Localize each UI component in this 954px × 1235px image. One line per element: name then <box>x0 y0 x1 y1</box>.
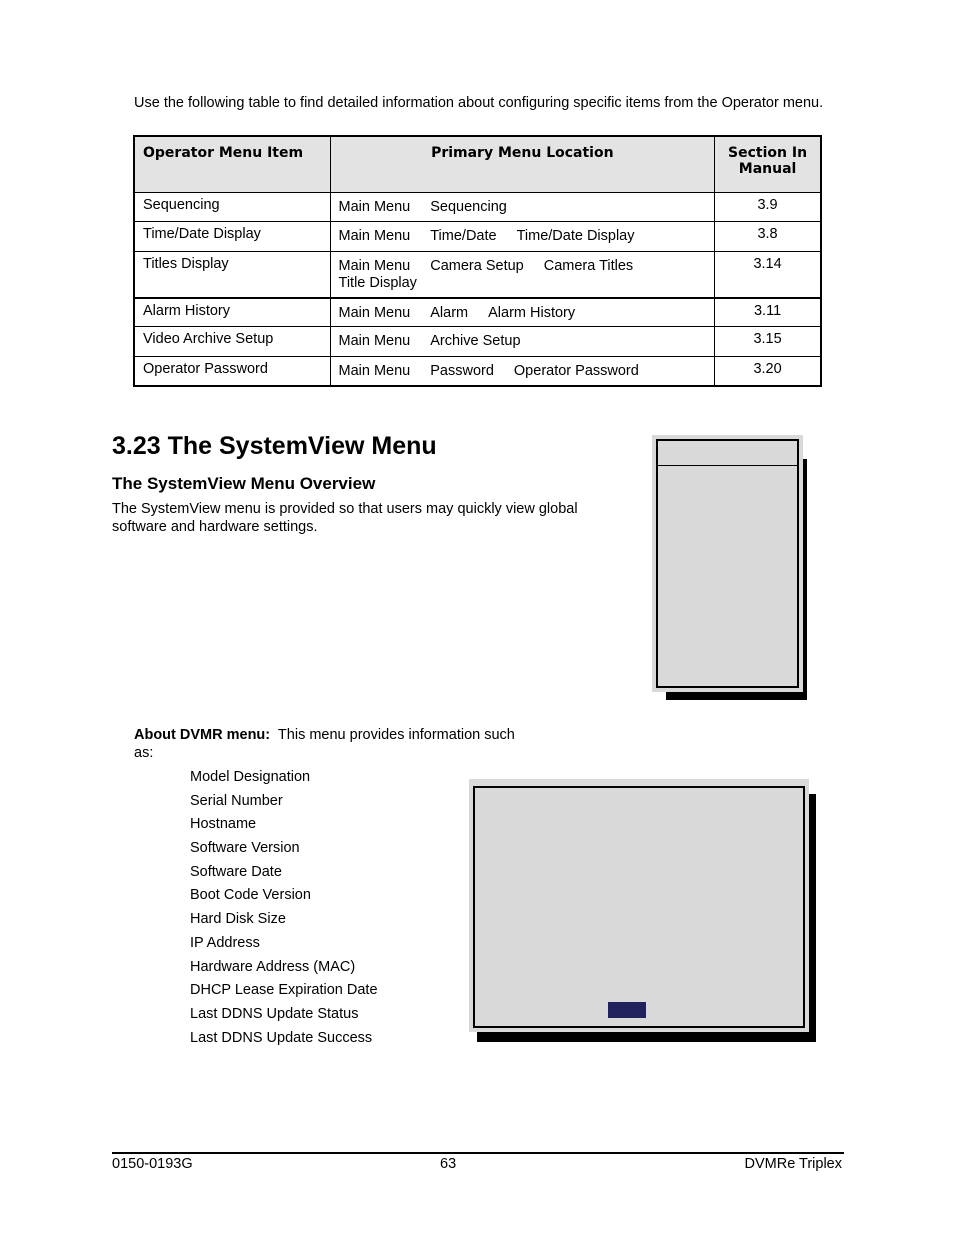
location-segment: Main Menu <box>338 199 411 215</box>
cell-location <box>330 327 715 357</box>
location-segment: Password <box>430 363 494 379</box>
systemview-screen <box>652 435 803 692</box>
systemview-screen-frame <box>656 439 799 688</box>
list-item: Hostname <box>190 816 257 833</box>
table-row <box>134 327 821 357</box>
about-dvmr-label: About DVMR menu: <box>134 727 271 743</box>
about-screen-frame <box>473 786 805 1028</box>
list-item: Hard Disk Size <box>190 911 286 928</box>
table-header-row <box>134 136 821 193</box>
location-segment: Title Display <box>338 275 417 291</box>
list-item: Serial Number <box>190 792 283 809</box>
systemview-title-divider <box>658 465 797 466</box>
cell-item: Titles Display <box>134 252 330 298</box>
cell-item: Sequencing <box>134 193 330 222</box>
cell-location <box>330 252 715 298</box>
list-item: Software Date <box>190 863 282 880</box>
list-item: Last DDNS Update Status <box>190 1005 359 1022</box>
table-row <box>134 193 821 222</box>
location-segment: Alarm <box>430 304 469 321</box>
location-segment: Sequencing <box>430 199 507 215</box>
location-segment: Camera Setup <box>430 258 524 274</box>
location-segment: Archive Setup <box>430 333 521 349</box>
location-segment: Time/Date <box>430 228 497 244</box>
footer-divider <box>112 1152 844 1154</box>
cell-location <box>330 193 715 222</box>
column-header-item: Operator Menu Item <box>134 136 330 193</box>
cell-location <box>330 222 715 252</box>
operator-menu-table <box>133 135 822 387</box>
footer-doc-number: 0150-0193G <box>112 1156 193 1172</box>
location-segment: Time/Date Display <box>516 228 635 244</box>
cell-location <box>330 298 715 327</box>
cell-section: 3.14 <box>715 252 821 298</box>
location-segment: Operator Password <box>513 363 639 379</box>
location-segment: Main Menu <box>338 258 411 274</box>
list-item: IP Address <box>190 934 260 951</box>
cell-item: Video Archive Setup <box>134 327 330 357</box>
table-row <box>134 357 821 386</box>
table-row <box>134 298 821 327</box>
cell-item: Operator Password <box>134 357 330 386</box>
footer-page-number: 63 <box>440 1156 457 1172</box>
location-segment: Camera Titles <box>543 258 634 274</box>
about-dvmr-paragraph <box>134 726 524 762</box>
column-header-location: Primary Menu Location <box>330 136 715 193</box>
overview-paragraph: The SystemView menu is provided so that users may quickly view global software and hardware settings. <box>112 501 578 535</box>
cell-section: 3.11 <box>715 298 821 327</box>
list-item: Model Designation <box>190 769 311 785</box>
list-item: Last DDNS Update Success <box>190 1029 373 1046</box>
footer-product-name: DVMRe Triplex <box>744 1156 842 1172</box>
list-item: Boot Code Version <box>190 887 311 904</box>
about-dvmr-text: This menu provides information such as: <box>134 727 515 761</box>
table-row <box>134 222 821 252</box>
list-item: Hardware Address (MAC) <box>190 958 356 975</box>
location-segment: Main Menu <box>338 363 411 379</box>
table-row <box>134 252 821 298</box>
location-segment: Main Menu <box>338 228 411 244</box>
cell-section: 3.9 <box>715 193 821 222</box>
cell-item: Alarm History <box>134 298 330 327</box>
cell-section: 3.20 <box>715 357 821 386</box>
cell-location <box>330 357 715 386</box>
column-header-section: Section In Manual <box>715 136 821 193</box>
cell-section: 3.8 <box>715 222 821 252</box>
about-items-list <box>190 767 378 1051</box>
section-title: 3.23 The SystemView Menu <box>112 432 437 460</box>
location-segment: Main Menu <box>338 304 411 321</box>
about-dvmr-screen <box>469 779 809 1032</box>
cell-item: Time/Date Display <box>134 222 330 252</box>
subsection-title: The SystemView Menu Overview <box>112 474 376 493</box>
list-item: Software Version <box>190 840 300 857</box>
ok-button-highlight <box>608 1002 646 1018</box>
location-segment: Alarm History <box>488 304 576 321</box>
intro-paragraph: Use the following table to find detailed information about configuring specific items from the Operator menu. <box>134 95 824 111</box>
location-segment: Main Menu <box>338 333 411 349</box>
list-item: DHCP Lease Expiration Date <box>190 982 378 999</box>
cell-section: 3.15 <box>715 327 821 357</box>
